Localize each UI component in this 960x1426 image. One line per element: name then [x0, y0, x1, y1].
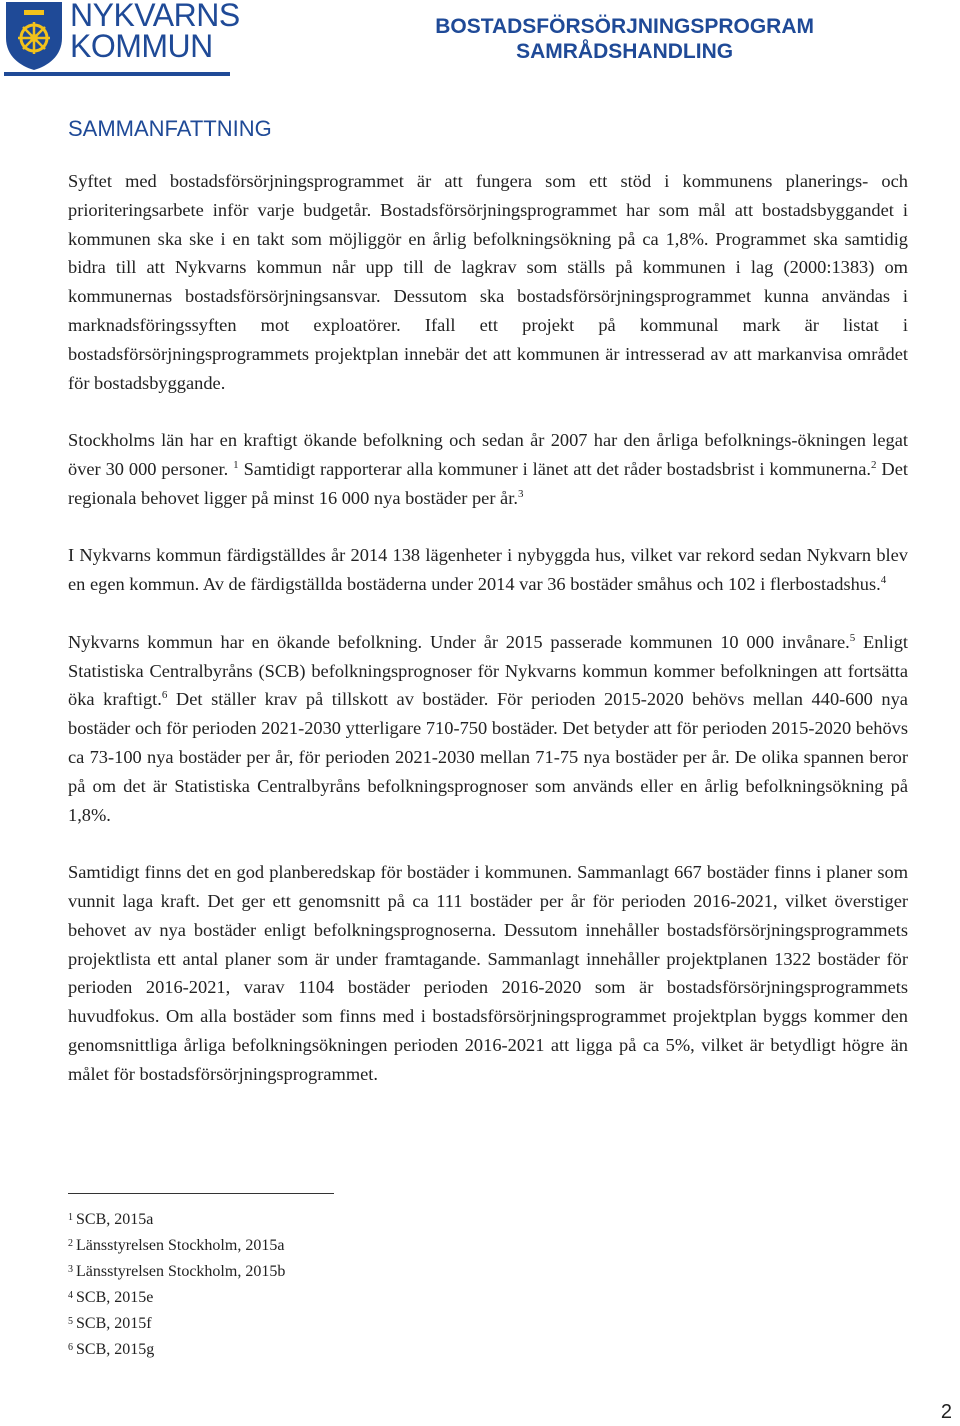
footnote-text: SCB, 2015g: [76, 1341, 155, 1358]
coat-of-arms-icon: [4, 0, 64, 72]
footnote-item: [68, 1284, 285, 1310]
footnote-text: Länsstyrelsen Stockholm, 2015b: [76, 1263, 286, 1280]
footnote-number: 1: [68, 1212, 73, 1223]
paragraph-2-text-c: Det regionala behovet ligger på minst 16 000 nya bostäder per år.: [68, 458, 908, 508]
paragraph-4-text-a: Nykvarns kommun har en ökande befolkning. Under år 2015 passerade kommunen 10 000 invånare.: [68, 631, 850, 652]
footnote-item: [68, 1336, 285, 1362]
header-subtitle: SAMRÅDSHANDLING: [516, 40, 734, 63]
footnote-ref-1: 1: [233, 458, 239, 471]
logo-underline: [4, 72, 230, 76]
paragraph-1: Syftet med bostadsförsörjningsprogrammet är att fungera som ett stöd i kommunens planerings- och prioriteringsarbete inför varje budgetår. Bostadsförsörjningsprogrammet har som mål att bostadsbyggandet i kommunen ska ske i en takt som möjliggör en årlig befolkningsökning på ca 1,8%. Programmet ska samtidig bidra till att Nykvarns kommun når upp till de lagkrav som ställs på kommunen i lag (2000:1383) om kommunernas bostadsförsörjningsansvar. Dessutom ska bostadsförsörjningsprogrammet kunna användas i marknadsföringssyften mot exploatörer. Ifall ett projekt på kommunal mark är listat i bostadsförsörjningsprogrammets projektplan innebär det att kommunen är intresserad av att markanvisa området för bostadsbyggande.: [68, 171, 908, 393]
logo-line-1: NYKVARNS: [70, 0, 240, 33]
footnote-number: 3: [68, 1264, 73, 1275]
footnote-text: SCB, 2015a: [76, 1211, 154, 1228]
document-header: [435, 14, 814, 64]
paragraph-3-text: I Nykvarns kommun färdigställdes år 2014 138 lägenheter i nybyggda hus, vilket var rekord sedan Nykvarn blev en egen kommun. Av de färdigställda bostäderna under 2014 var 36 bostäder småhus och 102 i flerbostadshus.: [68, 545, 908, 595]
paragraph-3: [68, 541, 908, 599]
logo-wordmark: [70, 0, 240, 62]
footnote-ref-2: 2: [871, 458, 877, 471]
footnote-text: SCB, 2015f: [76, 1315, 152, 1332]
paragraph-4-text-c: Det ställer krav på tillskott av bostäder. För perioden 2015-2020 behövs mellan 440-600 nya bostäder och för perioden 2021-2030 ytterligare 710-750 bostäder. Det betyder att för perioden 2015-2020 behövs ca 73-100 nya bostäder per år, för perioden 2021-2030 mellan 71-75 nya bostäder per år. De olika spannen beror på om det är Statistiska Centralbyråns befolkningsprognoser som används eller en årlig befolkningsökning på 1,8%.: [68, 689, 908, 825]
paragraph-2-text-a: Stockholms län har en kraftigt ökande befolkning och sedan år 2007 har den årliga befolknings-ökningen legat över 30 000 personer.: [68, 430, 908, 479]
footnote-ref-6: 6: [161, 689, 168, 702]
footnote-number: 6: [68, 1342, 73, 1353]
body-text: [68, 167, 908, 1117]
paragraph-4-text-b: Enligt Statistiska Centralbyråns (SCB) befolkningsprognoser för Nykvarns kommun kommer befolkningen att fortsätta öka kraftigt.: [68, 631, 908, 710]
footnote-text: SCB, 2015e: [76, 1289, 154, 1306]
header-title: BOSTADSFÖRSÖRJNINGSPROGRAM: [435, 15, 814, 38]
paragraph-5: Samtidigt finns det en god planberedskap för bostäder i kommunen. Sammanlagt 667 bostäder finns i planer som vunnit laga kraft. Det ger ett genomsnitt på ca 111 bostäder per år för perioden 2016-2021, vilket överstiger behovet av nya bostäder enligt befolkningsprognoserna. Dessutom innehåller bostadsförsörjningsprogrammets projektlista ett antal planer som är under framtagande. Sammanlagt innehåller projektplanen 1322 bostäder för perioden 2016-2021, varav 1104 bostäder perioden 2016-2020 som är bostadsförsörjningsprogrammets huvudfokus. Om alla bostäder som finns med i bostadsförsörjningsprogrammet projektplan byggs kommer den genomsnittliga årliga befolkningsökningen perioden 2016-2021 att ligga på ca 5%, vilket är betydligt högre än målet för bostadsförsörjningsprogrammet.: [68, 862, 908, 1084]
footnote-number: 2: [68, 1238, 73, 1249]
paragraph-2: [68, 426, 908, 512]
footnotes: [68, 1206, 285, 1362]
footnote-ref-5: 5: [849, 631, 856, 644]
municipality-logo: [4, 0, 240, 78]
paragraph-2-text-b: Samtidigt rapporterar alla kommuner i länet att det råder bostadsbrist i kommunerna.: [238, 458, 872, 479]
footnote-item: [68, 1258, 285, 1284]
footnote-item: [68, 1232, 285, 1258]
footnote-number: 4: [68, 1290, 73, 1301]
logo-line-2: KOMMUN: [70, 28, 213, 64]
footnote-text: Länsstyrelsen Stockholm, 2015a: [76, 1237, 285, 1254]
footnote-ref-3: 3: [517, 487, 524, 500]
section-heading: SAMMANFATTNING: [68, 116, 272, 141]
footnote-item: [68, 1310, 285, 1336]
footnote-item: [68, 1206, 285, 1232]
footnote-number: 5: [68, 1316, 73, 1327]
footnote-ref-4: 4: [880, 574, 887, 587]
page-number: 2: [940, 1401, 952, 1423]
footnote-divider: [68, 1193, 334, 1194]
paragraph-4: [68, 628, 908, 830]
